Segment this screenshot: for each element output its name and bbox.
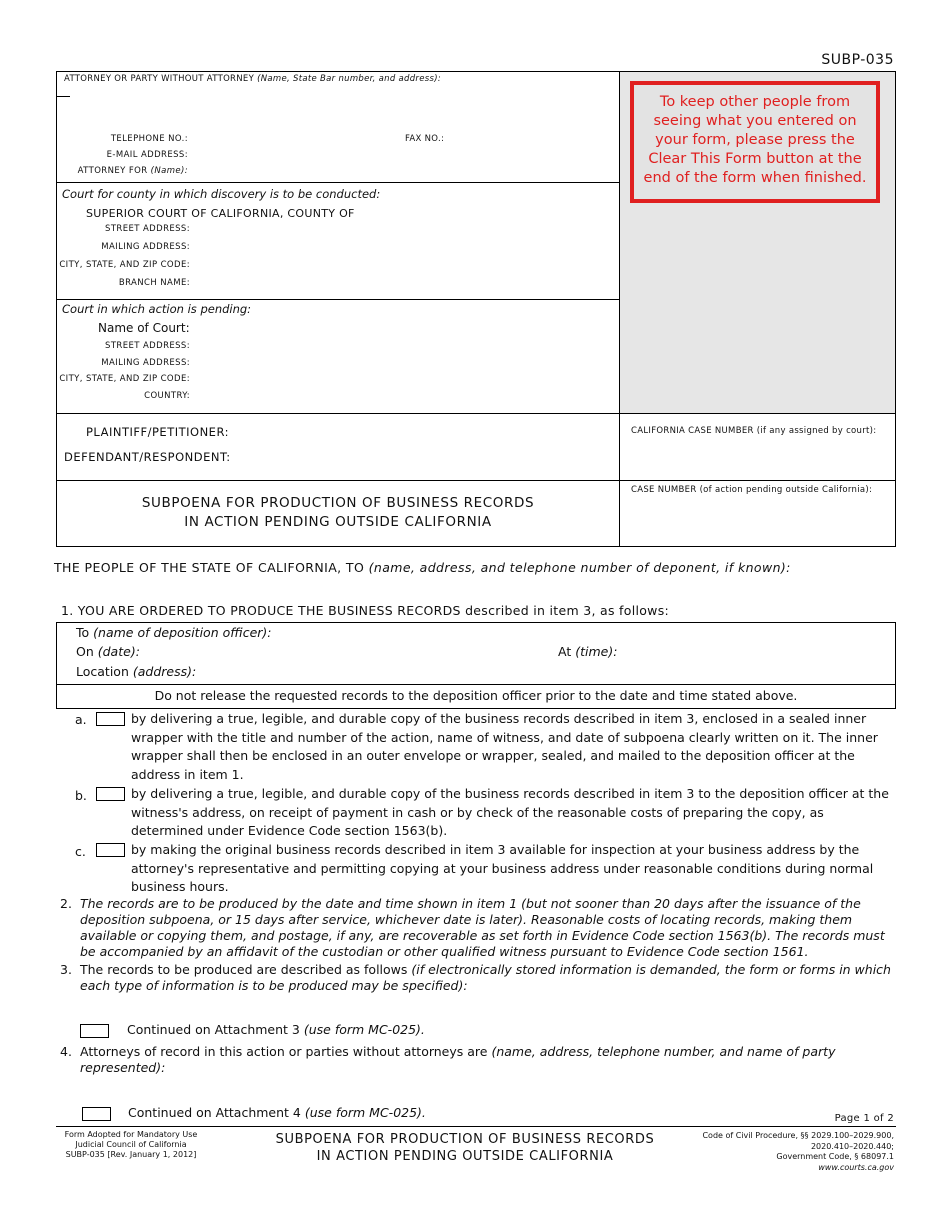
location-label: Location (address): [76,664,197,679]
form-title: SUBPOENA FOR PRODUCTION OF BUSINESS RECORDS IN ACTION PENDING OUTSIDE CALIFORNIA [141,495,535,530]
item2-number: 2. [60,896,72,911]
item1c-checkbox[interactable] [96,843,125,857]
city-label-1: CITY, STATE, AND ZIP CODE: [59,260,190,270]
item1b-checkbox[interactable] [96,787,125,801]
courts-website-link[interactable]: www.courts.ca.gov [818,1162,894,1172]
deposition-officer-label: To (name of deposition officer): [76,625,272,640]
item1-lead: 1. YOU ARE ORDERED TO PRODUCE THE BUSINESS RECORDS described in item 3, as follows: [61,603,670,618]
fax-label: FAX NO.: [405,134,445,144]
item1a-checkbox[interactable] [96,712,125,726]
discovery-court-label: Court for county in which discovery is to be conducted: [62,187,381,201]
statute-citations: Code of Civil Procedure, §§ 2029.100–2029.900, 2020.410–2020.440; Government Code, § 68097.1 www.courts.ca.gov [660,1131,894,1173]
telephone-label: TELEPHONE NO.: [110,134,188,144]
item1c-label: c. [75,844,86,859]
attachment3-label: Continued on Attachment 3 (use form MC-025). [127,1022,425,1037]
plaintiff-label: PLAINTIFF/PETITIONER: [86,425,229,439]
item1b-label: b. [75,788,87,803]
footer-title: SUBPOENA FOR PRODUCTION OF BUSINESS RECORDS IN ACTION PENDING OUTSIDE CALIFORNIA [275,1132,655,1164]
item1b-text: by delivering a true, legible, and durable copy of the business records described in item 3 to the deposition officer at the witness's address, on receipt of payment in cash or by check of the reasonable costs of preparing the copy, as determined under Evidence Code section 1563(b). [131,786,889,838]
item2-text: The records are to be produced by the date and time shown in item 1 (but not sooner than 20 days after the issuance of the deposition subpoena, or 15 days after service, whichever date is later). Reasonable costs of locating records, making them available or copying them, and postage, if any, are recoverable as set forth in Evidence Code section 1563(b). The records must be accompanied by an affidavit of the custodian or other qualified witness pursuant to Evidence Code section 1561. [80,896,885,959]
mailing-label-2: MAILING ADDRESS: [101,358,190,368]
release-notice: Do not release the requested records to the deposition officer prior to the date and time stated above. [154,688,798,703]
attachment3-checkbox[interactable] [80,1024,109,1038]
case-number-label: CASE NUMBER (of action pending outside California): [631,485,873,495]
attachment4-label: Continued on Attachment 4 (use form MC-025). [128,1105,426,1120]
attachment4-checkbox[interactable] [82,1107,111,1121]
people-line: THE PEOPLE OF THE STATE OF CALIFORNIA, TO (name, address, and telephone number of deponent, if known): [54,560,791,575]
attorney-for-label: ATTORNEY FOR (Name): [77,166,188,176]
page-number: Page 1 of 2 [834,1113,894,1124]
attorney-label: ATTORNEY OR PARTY WITHOUT ATTORNEY (Name, State Bar number, and address): [64,74,441,84]
item1c-text: by making the original business records described in item 3 available for inspection at your business address by the attorney's representative and permitting copying at your business address under reasonable conditions during normal business hours. [131,842,874,894]
street-label-2: STREET ADDRESS: [105,341,190,351]
defendant-label: DEFENDANT/RESPONDENT: [64,450,231,464]
item4-text: Attorneys of record in this action or parties without attorneys are (name, address, telephone number, and name of party represented): [80,1044,836,1075]
item1a-label: a. [75,712,87,727]
mailing-label-1: MAILING ADDRESS: [101,242,190,252]
item4-number: 4. [60,1044,72,1059]
country-label: COUNTRY: [144,391,190,401]
pending-court-label: Court in which action is pending: [62,302,252,316]
time-label: At (time): [558,644,618,659]
name-of-court-label: Name of Court: [98,321,190,335]
email-label: E-MAIL ADDRESS: [106,150,188,160]
ca-case-number-label: CALIFORNIA CASE NUMBER (if any assigned by court): [631,426,877,436]
date-label: On (date): [76,644,140,659]
item3-text: The records to be produced are described as follows (if electronically stored information is demanded, the form or forms in which each type of information is to be produced may be specified): [80,962,891,993]
form-adopted: Form Adopted for Mandatory Use Judicial Council of California SUBP-035 [Rev. January 1, 2012] [64,1130,198,1159]
street-label-1: STREET ADDRESS: [105,224,190,234]
superior-court-label: SUPERIOR COURT OF CALIFORNIA, COUNTY OF [86,207,355,220]
city-label-2: CITY, STATE, AND ZIP CODE: [59,374,190,384]
branch-label: BRANCH NAME: [118,278,190,288]
form-id: SUBP-035 [821,52,894,68]
clear-form-warning: To keep other people from seeing what you entered on your form, please press the Clear This Form button at the end of the form when finished. [630,81,880,203]
item1a-text: by delivering a true, legible, and durable copy of the business records described in item 3, enclosed in a sealed inner wrapper with the title and number of the action, name of witness, and date of subpoena clearly written on it. The inner wrapper shall then be enclosed in an outer envelope or wrapper, sealed, and mailed to the deposition officer at the address in item 1. [131,711,878,782]
item3-number: 3. [60,962,72,977]
